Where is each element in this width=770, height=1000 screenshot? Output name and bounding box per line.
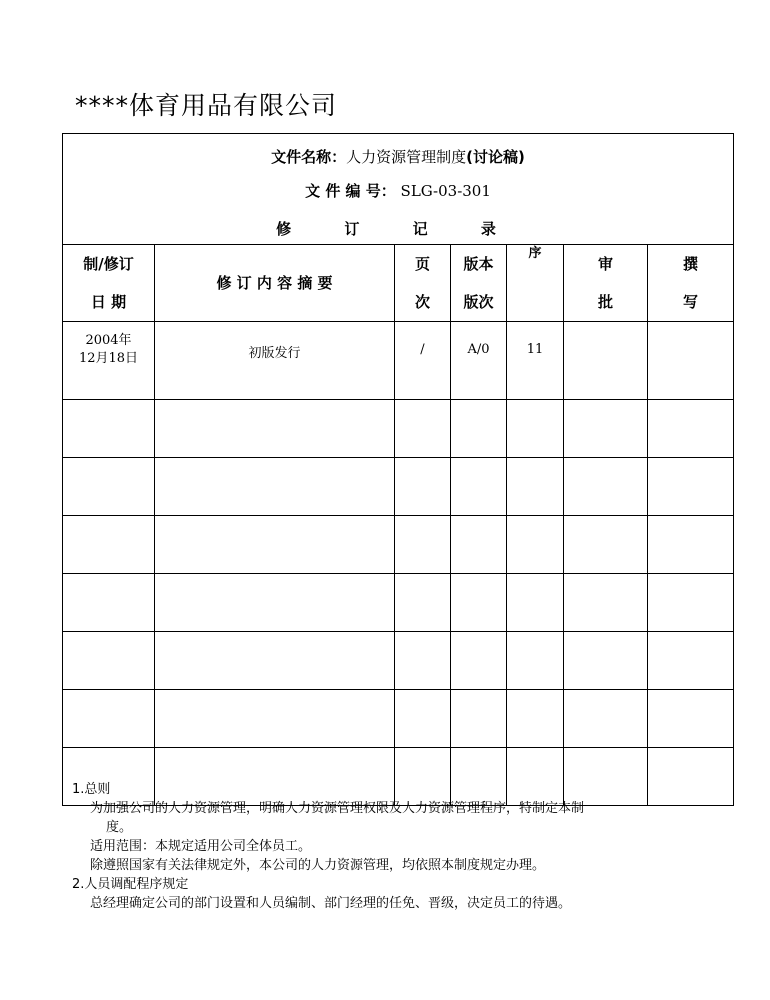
col-write [648,245,734,322]
row-version [451,516,507,574]
doc-name-suffix: (讨论稿) [466,148,525,166]
row-summary [155,690,395,748]
row-page: / [395,322,451,400]
doc-number-value: SLG-03-301 [400,182,491,200]
row-version [451,690,507,748]
col-version [451,245,507,322]
row-summary [155,516,395,574]
col-approve-line1: 审 [597,255,613,273]
row-write [648,632,734,690]
section-2-paragraph-1: 总经理确定公司的部门设置和人员编制、部门经理的任免、晋级，决定员工的待遇。 [90,896,572,911]
column-header-row [63,245,734,322]
row-page [395,632,451,690]
row-approve [564,322,648,400]
table-row [63,400,734,458]
doc-name-line [63,146,733,167]
doc-number-label: 文 件 编 号： [305,182,396,200]
col-version-line1: 版本 [463,255,494,273]
table-row [63,574,734,632]
doc-name-label: 文件名称： [271,148,347,166]
row-version: A/0 [451,322,507,400]
document-header [63,134,734,245]
row-approve [564,690,648,748]
row-approve [564,632,648,690]
revision-record-table [62,133,734,806]
col-version-line2: 版次 [463,293,494,311]
row-write [648,322,734,400]
company-title: ****体育用品有限公司 [75,91,338,120]
record-title: 修 订 记 录 [276,220,520,238]
row-summary [155,574,395,632]
row-number: 11 [507,322,564,400]
row-number [507,690,564,748]
row-number [507,458,564,516]
row-write [648,458,734,516]
col-page-line2: 次 [414,293,430,311]
row-date [63,690,155,748]
row-page [395,574,451,632]
row-page [395,400,451,458]
row-write [648,574,734,632]
row-write [648,400,734,458]
row-summary [155,632,395,690]
col-date-line1: 制/修订 [83,255,134,273]
doc-number-line [63,180,733,201]
document-body [72,780,712,913]
row-page [395,458,451,516]
table-row [63,690,734,748]
section-1-title: 1.总则 [72,782,111,797]
section-2-title: 2.人员调配程序规定 [72,877,189,892]
col-date-line2: 日 期 [90,293,127,311]
col-write-line1: 撰 [683,255,699,273]
col-number-label: 序 [528,246,542,261]
row-version [451,632,507,690]
row-approve [564,516,648,574]
section-1-paragraph-3: 除遵照国家有关法律规定外，本公司的人力资源管理，均依照本制度规定办理。 [90,858,546,873]
row-summary [155,458,395,516]
section-1-paragraph-1-cont: 度。 [106,820,133,835]
row-summary: 初版发行 [155,322,395,400]
row-date [63,574,155,632]
table-row [63,322,734,400]
row-version [451,574,507,632]
table-row [63,516,734,574]
row-version [451,458,507,516]
row-date [63,458,155,516]
col-summary [155,245,395,322]
row-page [395,516,451,574]
row-date [63,632,155,690]
col-page [395,245,451,322]
row-number [507,516,564,574]
row-number [507,632,564,690]
row-date [63,400,155,458]
table-row [63,458,734,516]
row-approve [564,574,648,632]
col-approve-line2: 批 [597,293,613,311]
row-date [63,516,155,574]
row-date-line1: 2004年 [85,333,132,348]
col-write-line2: 写 [683,293,699,311]
row-number [507,574,564,632]
section-1-paragraph-2: 适用范围：本规定适用公司全体员工。 [90,839,312,854]
row-write [648,690,734,748]
col-approve [564,245,648,322]
col-number [507,245,564,322]
row-write [648,516,734,574]
row-date [63,322,155,400]
table-row [63,632,734,690]
row-date-line2: 12月18日 [78,351,139,366]
col-page-line1: 页 [414,255,430,273]
doc-name-value: 人力资源管理制度 [346,148,467,166]
col-date [63,245,155,322]
row-number [507,400,564,458]
row-page [395,690,451,748]
section-1-paragraph-1: 为加强公司的人力资源管理，明确人力资源管理权限及人力资源管理程序，特制定本制 [90,801,585,816]
row-approve [564,458,648,516]
col-summary-label: 修 订 内 容 摘 要 [216,274,333,292]
row-summary [155,400,395,458]
row-version [451,400,507,458]
row-approve [564,400,648,458]
